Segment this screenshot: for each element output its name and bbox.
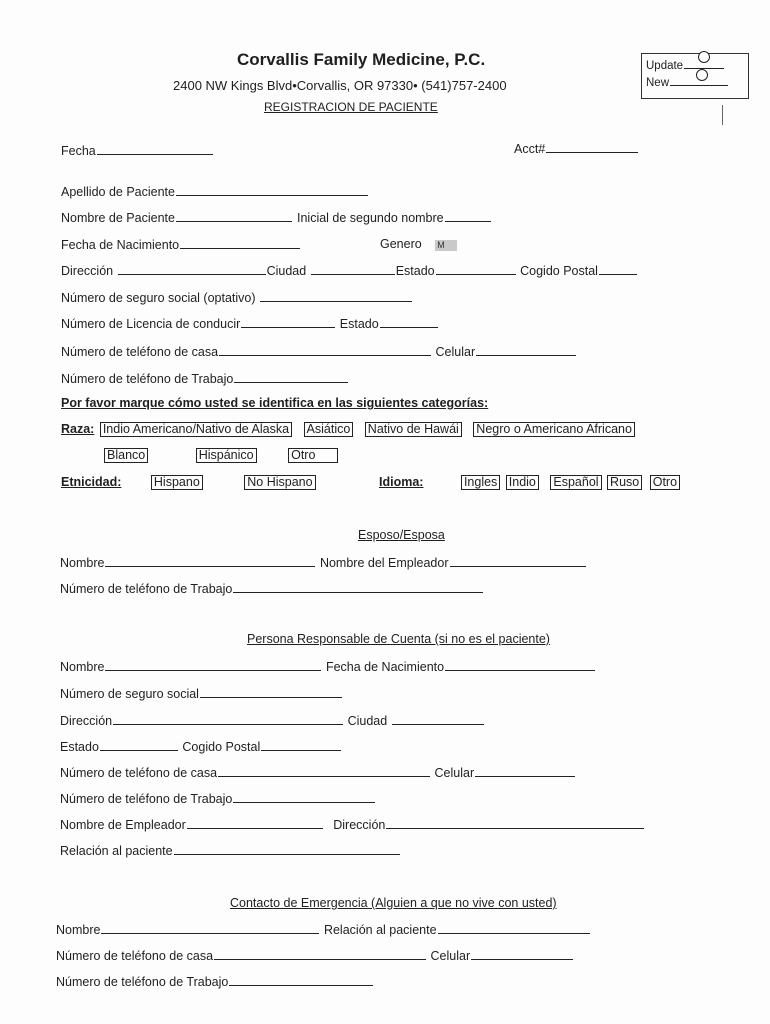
responsible-nombre-label: Nombre [60, 660, 105, 674]
responsible-cogido-input[interactable] [261, 739, 341, 751]
apellido-field[interactable] [61, 184, 369, 199]
apellido-label: Apellido de Paciente [61, 185, 175, 199]
update-option[interactable] [646, 57, 725, 72]
direccion-input[interactable] [118, 263, 266, 275]
idioma-option-ingles[interactable]: Ingles [461, 475, 500, 490]
emergency-tel-casa-label: Número de teléfono de casa [56, 949, 214, 963]
responsible-heading: Persona Responsable de Cuenta (si no es el paciente) [247, 632, 550, 646]
celular-label: Celular [435, 345, 476, 359]
identity-prompt: Por favor marque cómo usted se identifica en las siguientes categorías: [61, 396, 489, 410]
seguro-label: Número de seguro social (optativo) [61, 291, 256, 305]
raza-option-hispanico[interactable]: Hispánico [196, 448, 257, 463]
responsible-ciudad-label: Ciudad [347, 714, 388, 728]
scan-mark [722, 105, 723, 125]
ciudad-input[interactable] [311, 263, 395, 275]
new-label: New [646, 77, 670, 89]
spouse-heading: Esposo/Esposa [358, 528, 445, 542]
estado-input[interactable] [436, 263, 516, 275]
idioma-row [379, 475, 680, 490]
ciudad-label: Ciudad [266, 264, 307, 278]
responsible-tel-casa-label: Número de teléfono de casa [60, 766, 218, 780]
nacimiento-label: Fecha de Nacimiento [61, 238, 180, 252]
responsible-tel-casa-row [60, 765, 576, 780]
responsible-direccion-row [60, 713, 485, 728]
cogido-label: Cogido Postal [520, 264, 598, 278]
new-checkbox-circle[interactable] [696, 69, 708, 81]
fecha-label: Fecha [61, 144, 96, 158]
spouse-nombre-input[interactable] [105, 555, 315, 567]
tel-casa-row [61, 344, 577, 359]
responsible-celular-input[interactable] [475, 765, 575, 777]
emergency-nombre-label: Nombre [56, 923, 101, 937]
responsible-empleador-label: Nombre de Empleador [60, 818, 186, 832]
inicial-field[interactable] [297, 210, 492, 225]
responsible-seguro-field[interactable] [60, 686, 343, 701]
etnicidad-row [61, 475, 316, 490]
emergency-relacion-label: Relación al paciente [323, 923, 437, 937]
fecha-field[interactable] [61, 143, 214, 158]
update-label: Update [646, 60, 684, 72]
licencia-input[interactable] [241, 316, 335, 328]
raza-row-2 [104, 448, 338, 463]
new-option[interactable] [646, 74, 729, 89]
tel-casa-label: Número de teléfono de casa [61, 345, 219, 359]
responsible-tel-trabajo-label: Número de teléfono de Trabajo [60, 792, 233, 806]
emergency-relacion-input[interactable] [438, 922, 590, 934]
responsible-direccion-label: Dirección [60, 714, 113, 728]
responsible-tel-casa-input[interactable] [218, 765, 430, 777]
responsible-celular-label: Celular [434, 766, 475, 780]
raza-option-hawai[interactable]: Nativo de Hawái [365, 422, 462, 437]
tel-trabajo-label: Número de teléfono de Trabajo [61, 372, 234, 386]
direccion-label: Dirección [61, 264, 114, 278]
nombre-paciente-label: Nombre de Paciente [61, 211, 175, 225]
seguro-field[interactable] [61, 290, 413, 305]
raza-option-negro[interactable]: Negro o Americano Africano [473, 422, 635, 437]
idioma-option-ruso[interactable]: Ruso [607, 475, 642, 490]
responsible-nombre-row [60, 659, 596, 674]
emergency-tel-casa-row [56, 948, 574, 963]
raza-option-indio[interactable]: Indio Americano/Nativo de Alaska [100, 422, 292, 437]
inicial-label: Inicial de segundo nombre [297, 211, 444, 225]
responsible-empleador-direccion-input[interactable] [386, 817, 644, 829]
direccion-row [61, 263, 638, 278]
responsible-relacion-label: Relación al paciente [60, 844, 173, 858]
spouse-tel-trabajo-field[interactable] [60, 581, 484, 596]
estado-label: Estado [395, 264, 435, 278]
spouse-nombre-row [60, 555, 587, 570]
clinic-address: 2400 NW Kings Blvd•Corvallis, OR 97330• (541)757-2400 [173, 78, 507, 93]
responsible-nacimiento-input[interactable] [445, 659, 595, 671]
acct-field[interactable] [514, 141, 639, 156]
responsible-estado-input[interactable] [100, 739, 178, 751]
raza-label: Raza: [61, 422, 95, 436]
emergency-tel-trabajo-field[interactable] [56, 974, 374, 989]
responsible-estado-row [60, 739, 342, 754]
emergency-nombre-input[interactable] [101, 922, 319, 934]
spouse-empleador-input[interactable] [450, 555, 586, 567]
licencia-row [61, 316, 439, 331]
idioma-option-espanol[interactable]: Español [550, 475, 601, 490]
responsible-ciudad-input[interactable] [392, 713, 484, 725]
responsible-seguro-label: Número de seguro social [60, 687, 199, 701]
etnicidad-option-no-hispano[interactable]: No Hispano [244, 475, 315, 490]
idioma-label: Idioma: [379, 475, 424, 489]
tel-trabajo-field[interactable] [61, 371, 349, 386]
responsible-empleador-direccion-label: Dirección [333, 818, 386, 832]
nacimiento-field[interactable] [61, 237, 301, 252]
celular-input[interactable] [476, 344, 576, 356]
raza-option-blanco[interactable]: Blanco [104, 448, 148, 463]
spouse-nombre-label: Nombre [60, 556, 105, 570]
responsible-empleador-input[interactable] [187, 817, 323, 829]
genero-label: Genero [380, 237, 422, 251]
emergency-nombre-row [56, 922, 591, 937]
licencia-estado-input[interactable] [380, 316, 438, 328]
responsible-estado-label: Estado [60, 740, 99, 754]
responsible-nacimiento-label: Fecha de Nacimiento [325, 660, 445, 674]
emergency-heading: Contacto de Emergencia (Alguien a que no vive con usted) [230, 896, 557, 910]
emergency-tel-trabajo-label: Número de teléfono de Trabajo [56, 975, 229, 989]
spouse-tel-trabajo-label: Número de teléfono de Trabajo [60, 582, 233, 596]
raza-row [61, 422, 635, 437]
responsible-direccion-input[interactable] [113, 713, 343, 725]
licencia-estado-label: Estado [339, 317, 379, 331]
form-title: REGISTRACION DE PACIENTE [264, 100, 438, 114]
idioma-option-otro[interactable]: Otro [650, 475, 680, 490]
emergency-celular-input[interactable] [471, 948, 573, 960]
raza-option-asiatico[interactable]: Asiático [304, 422, 354, 437]
spouse-empleador-label: Nombre del Empleador [319, 556, 449, 570]
etnicidad-option-hispano[interactable]: Hispano [151, 475, 203, 490]
genero-field[interactable] [380, 237, 457, 251]
licencia-label: Número de Licencia de conducir [61, 317, 241, 331]
genero-value: M [435, 240, 457, 251]
clinic-name: Corvallis Family Medicine, P.C. [237, 50, 486, 69]
responsible-cogido-label: Cogido Postal [182, 740, 261, 754]
responsible-nombre-input[interactable] [105, 659, 321, 671]
responsible-relacion-field[interactable] [60, 843, 401, 858]
status-box [641, 53, 749, 99]
emergency-tel-casa-input[interactable] [214, 948, 426, 960]
responsible-empleador-row [60, 817, 645, 832]
responsible-tel-trabajo-field[interactable] [60, 791, 376, 806]
raza-option-otro[interactable]: Otro [288, 448, 338, 463]
acct-label: Acct# [514, 142, 546, 156]
tel-casa-input[interactable] [219, 344, 431, 356]
update-checkbox-circle[interactable] [698, 51, 710, 63]
cogido-input[interactable] [599, 263, 637, 275]
emergency-celular-label: Celular [430, 949, 471, 963]
idioma-option-indio[interactable]: Indio [506, 475, 539, 490]
nombre-paciente-field[interactable] [61, 210, 293, 225]
etnicidad-label: Etnicidad: [61, 475, 122, 489]
